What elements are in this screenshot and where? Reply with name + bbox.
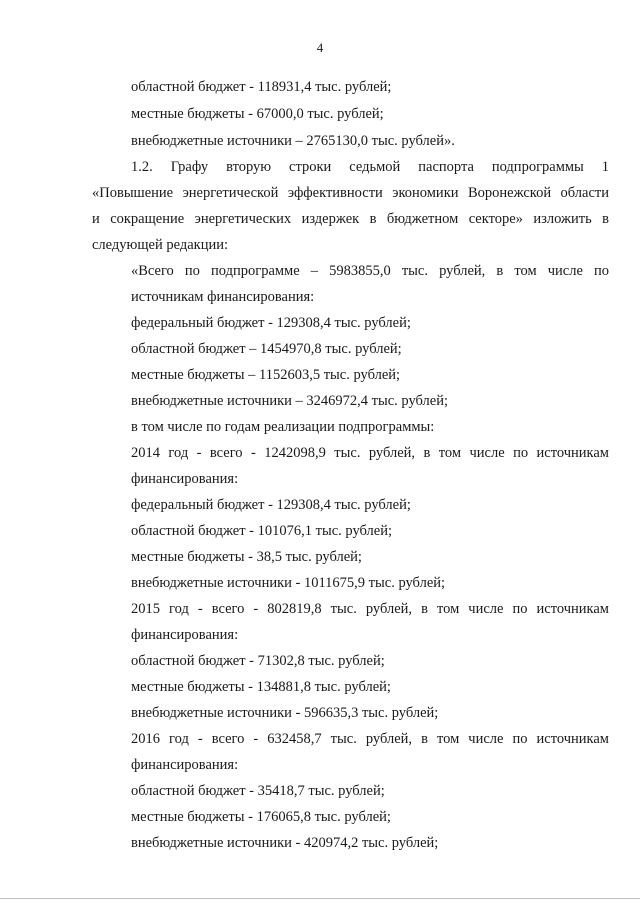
total-line-2: источникам финансирования:: [131, 289, 315, 305]
year-2014-line-2: финансирования:: [131, 471, 239, 487]
year-2016-regional: областной бюджет - 35418,7 тыс. рублей;: [131, 783, 385, 799]
year-2016-line-1: 2016 год - всего - 632458,7 тыс. рублей, в том числе по источникам: [131, 731, 609, 747]
text-line-2: местные бюджеты - 67000,0 тыс. рублей;: [131, 106, 384, 122]
year-2015-regional: областной бюджет - 71302,8 тыс. рублей;: [131, 653, 385, 669]
bottom-edge-divider: [0, 898, 640, 899]
year-2015-line-1: 2015 год - всего - 802819,8 тыс. рублей, в том числе по источникам: [131, 601, 609, 617]
page-number: 4: [316, 40, 324, 55]
year-2015-local: местные бюджеты - 134881,8 тыс. рублей;: [131, 679, 391, 695]
year-2016-extrabudget: внебюджетные источники - 420974,2 тыс. рублей;: [131, 835, 439, 851]
total-federal: федеральный бюджет - 129308,4 тыс. рублей;: [131, 315, 411, 331]
total-line-1: «Всего по подпрограмме – 5983855,0 тыс. рублей, в том числе по: [131, 263, 609, 279]
total-local: местные бюджеты – 1152603,5 тыс. рублей;: [131, 367, 401, 383]
year-2014-line-1: 2014 год - всего - 1242098,9 тыс. рублей, в том числе по источникам: [131, 445, 609, 461]
text-line-3: внебюджетные источники – 2765130,0 тыс. рублей».: [131, 133, 455, 149]
paragraph-1-2-line-3: и сокращение энергетических издержек в бюджетном секторе» изложить в: [92, 211, 609, 227]
year-2014-extrabudget: внебюджетные источники - 1011675,9 тыс. рублей;: [131, 575, 446, 591]
text-line-1: областной бюджет - 118931,4 тыс. рублей;: [131, 79, 392, 95]
year-2016-line-2: финансирования:: [131, 757, 239, 773]
total-regional: областной бюджет – 1454970,8 тыс. рублей;: [131, 341, 402, 357]
by-years-heading: в том числе по годам реализации подпрограммы:: [131, 419, 435, 435]
year-2015-line-2: финансирования:: [131, 627, 239, 643]
year-2016-local: местные бюджеты - 176065,8 тыс. рублей;: [131, 809, 391, 825]
year-2014-federal: федеральный бюджет - 129308,4 тыс. рублей;: [131, 497, 411, 513]
paragraph-1-2-line-4: следующей редакции:: [92, 237, 229, 253]
year-2015-extrabudget: внебюджетные источники - 596635,3 тыс. рублей;: [131, 705, 439, 721]
total-extrabudget: внебюджетные источники – 3246972,4 тыс. рублей;: [131, 393, 448, 409]
paragraph-1-2-line-2: «Повышение энергетической эффективности экономики Воронежской области: [92, 185, 609, 201]
paragraph-1-2-line-1: 1.2. Графу вторую строки седьмой паспорта подпрограммы 1: [131, 159, 609, 175]
year-2014-local: местные бюджеты - 38,5 тыс. рублей;: [131, 549, 362, 565]
year-2014-regional: областной бюджет - 101076,1 тыс. рублей;: [131, 523, 392, 539]
